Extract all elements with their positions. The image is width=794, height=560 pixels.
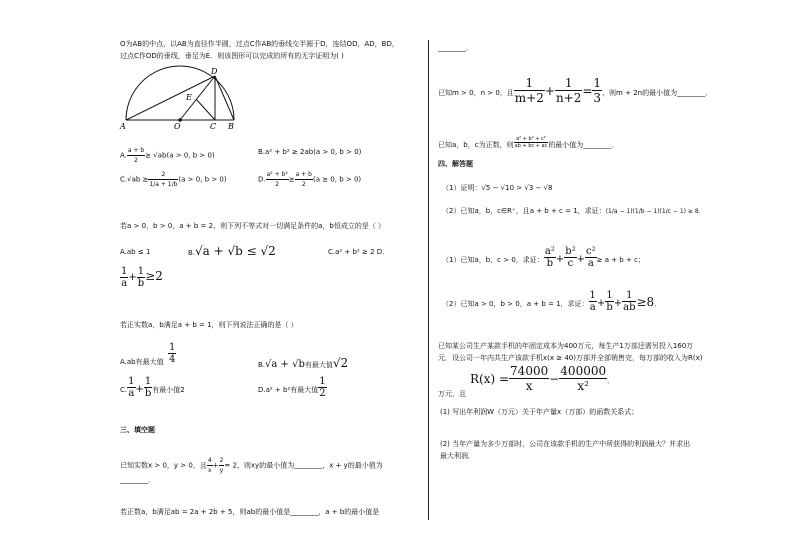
q1-line1: O为AB的中点，以AB为直径作半圆，过点C作AB的垂线交半圆于D，连结OD，AD，BD， [120, 40, 399, 48]
column-divider [428, 40, 429, 520]
q10-pre: （1）已知a，b，c > 0，求证： [442, 256, 544, 264]
q3-c-num2: 1 [144, 376, 152, 387]
q12-sub2b: 最大利润． [440, 452, 475, 460]
q6-den3: 3 [593, 91, 602, 105]
q3-c-den1: a [128, 388, 135, 399]
q7-pre: 已知a，b，c为正数，则 [438, 141, 514, 149]
segment-CE [196, 99, 215, 120]
q10-den1: b [546, 258, 553, 269]
q6-eq: = [582, 84, 593, 98]
label-E: E [186, 93, 192, 102]
q11-num1: 1 [589, 290, 596, 301]
q6-den1: m+2 [514, 91, 544, 105]
q5-answer-blank: ________． [438, 44, 473, 52]
segment-BD [215, 76, 234, 120]
q2-d-num2: 1 [137, 266, 145, 277]
q7-post: 的最小值为________． [548, 141, 619, 149]
q6-num3: 1 [593, 76, 602, 90]
q4-tail: ________． [120, 476, 155, 484]
q1-option-a-label: A. [120, 151, 127, 160]
q1-c-den: 1/a + 1/b [149, 181, 178, 188]
q2-option-b [188, 240, 276, 259]
q2-d-plus: + [128, 272, 137, 283]
q3-option-d-text: D.a² + b²有最大值 [258, 386, 319, 394]
q11-num2: 1 [606, 290, 613, 301]
q4-num1: 4 [207, 457, 212, 464]
q2-option-c: C.a² + b² ≥ 2 D. [328, 248, 385, 256]
q6-plus: + [544, 84, 555, 98]
semicircle-figure [118, 62, 240, 132]
q7-num: a² + b² + c² [514, 136, 549, 143]
q3-c-num1: 1 [128, 376, 135, 387]
q11-rel: ≥8 [636, 295, 655, 309]
q5-text: 若正数a，b满足ab = 2a + 2b + 5，则ab的最小值是________，a + b的最小值是 [120, 508, 380, 516]
q11-end: ． [654, 300, 662, 308]
q3-option-c-rest: 有最小值2 [152, 386, 185, 394]
q3-option-b-val: √2 [332, 356, 349, 370]
q3-a-num: 1 [169, 342, 176, 353]
q9-text [442, 207, 705, 216]
q12-line2: 元．设公司一年内共生产该款手机x(x ≥ 40)万部并全部销售完，每万部的收入为R(x) [438, 354, 703, 362]
q3-c-plus: + [135, 384, 144, 395]
q1-a-num: a + b [127, 147, 145, 154]
q1-option-d [258, 170, 361, 189]
q3-stem: 若正实数a，b满足a + b = 1，则下列说法正确的是（ ） [120, 321, 298, 329]
q1-option-c-label: C.√ab ≥ [120, 175, 149, 184]
q10-num1: a² [544, 246, 555, 257]
q1-d-den2: 2 [301, 181, 306, 188]
q1-option-d-label: D. [258, 175, 266, 184]
q2-option-b-label: B. [188, 249, 196, 257]
q8-text: （1）证明：√5 − √10 > √3 − √8 [442, 184, 553, 192]
q12-rx: R(x) = [470, 372, 510, 386]
q4-den2: y [219, 467, 224, 474]
q2-option-a: A.ab ≤ 1 [120, 248, 151, 256]
q3-option-b [258, 352, 348, 371]
q3-option-d [258, 376, 327, 399]
q3-option-a: A.ab有最大值 [120, 358, 164, 366]
q12-num1: 74000 [510, 364, 549, 378]
q7-text [438, 132, 618, 151]
q1-option-c-rest: (a > 0, b > 0) [178, 175, 227, 184]
q1-d-num2: a + b [295, 171, 312, 178]
section-3-title: 三、填空题 [120, 426, 155, 434]
q3-option-b-rest: 有最大值 [304, 361, 333, 369]
q1-option-a-rest: ≥ √ab(a > 0, b > 0) [145, 151, 215, 160]
label-B: B [228, 122, 234, 131]
q10-den2: c [567, 258, 574, 269]
q12-sub2: (2) 当年产量为多少万部时，公司在该款手机的生产中所获得的利润最大？并求出 [440, 440, 691, 448]
q12-line1: 已知某公司生产某款手机的年固定成本为400万元，每生产1万部还需另投入160万 [438, 342, 694, 350]
q10-num3: c² [586, 246, 596, 257]
q1-c-num: 2 [148, 170, 178, 180]
q9-pre: （2）已知a，b，c∈R⁺，且a + b + c = 1，求证： [442, 207, 606, 215]
q12-den2: x² [577, 379, 589, 393]
q11-pre: （2）已知a > 0，b > 0，a + b = 1，求证： [442, 300, 589, 308]
q9-expr: (1/a − 1)(1/b − 1)(1/c − 1) ≥ 8． [605, 208, 705, 215]
q2-option-b-expr: √a + √b ≤ √2 [195, 244, 276, 258]
q3-c-den2: b [144, 388, 152, 399]
q11-num3: 1 [622, 290, 636, 302]
q3-option-b-label: B. [258, 361, 266, 369]
q3-option-a-frac [168, 342, 176, 365]
label-D: D [211, 67, 218, 76]
q12-num2: 400000 [560, 364, 607, 378]
q10-post: ≥ a + b + c； [596, 256, 645, 264]
q1-d-mid: ≥ [288, 175, 295, 184]
q12-sub1: (1) 写出年利润W（万元）关于年产量x（万部）的函数关系式； [440, 408, 639, 416]
q12-minus: − [549, 372, 560, 386]
q2-option-d [120, 266, 163, 289]
q12-formula [470, 364, 614, 393]
q11-den1: a [589, 302, 596, 313]
q6-den2: n+2 [555, 91, 582, 105]
q6-num1: 1 [514, 76, 545, 91]
q1-option-a [120, 146, 215, 165]
q6-text [438, 76, 712, 105]
q12-line3: 万元，且 [438, 390, 466, 398]
q10-num2: b² [565, 246, 576, 257]
q1-d-den1: 2 [275, 181, 280, 188]
q1-a-den: 2 [134, 157, 138, 164]
q4-den1: x [207, 467, 212, 474]
q11-text: （2）已知a > 0，b > 0，a + b = 1，求证： $\frac{1}{a}$ + $\frac{1}{b}$ + $\frac{1}{ab}$ ≥8． [442, 290, 662, 313]
q6-pre: 已知m > 0，n > 0，且 [438, 89, 514, 97]
q4-text [120, 456, 383, 475]
q6-num2: 1 [555, 76, 582, 91]
q1-option-d-rest: (a ≥ 0, b > 0) [312, 175, 362, 184]
q2-stem: 若a > 0，b > 0，a + b = 2，则下列不等式对一切满足条件的a，b恒成立的是（ ） [120, 222, 386, 230]
q3-d-num: 1 [319, 376, 326, 387]
q1-d-num1: a² + b² [266, 171, 288, 178]
q2-d-rel: ≥2 [145, 269, 163, 283]
q12-end: ． [607, 377, 615, 385]
q4-part1: 已知实数x > 0，y > 0，且 [120, 461, 207, 470]
q3-a-den: 4 [169, 354, 176, 365]
label-C: C [210, 122, 217, 131]
q10-text: （1）已知a，b，c > 0，求证： $\frac{\text{a²}}{b}$ + $\frac{\text{b²}}{c}$ + $\frac{\text{c²}}{a}$ ≥ a + b + c； [442, 246, 645, 269]
q3-option-c-label: C. [120, 386, 128, 394]
q11-den2: b [606, 302, 613, 313]
section-4-title: 四、解答题 [438, 160, 473, 168]
q2-d-den2: b [137, 278, 145, 289]
q12-den1: x [525, 379, 533, 393]
q7-den: ab + bc + ac [514, 143, 548, 149]
q10-den3: a [587, 258, 594, 269]
q1-option-c [120, 170, 227, 189]
label-A: A [120, 122, 126, 131]
label-O: O [174, 122, 181, 131]
q4-num2: 2 [219, 457, 224, 464]
q3-option-b-expr: √a + √b [265, 359, 305, 370]
q3-d-den: 2 [319, 388, 326, 399]
q1-option-b: B.a² + b² ≥ 2ab(a > 0, b > 0) [258, 148, 362, 156]
q2-d-den1: a [121, 278, 128, 289]
segment-AD [126, 76, 215, 120]
q4-part2: = 2，则xy的最小值为________，x + y的最小值为 [224, 461, 383, 470]
q4-plus: + [212, 461, 219, 470]
q2-d-num1: 1 [121, 266, 128, 277]
q11-den3: ab [623, 302, 636, 313]
q6-post: ，则m + 2n的最小值为________． [602, 89, 713, 97]
q1-line2: 过点C作OD的垂线，垂足为E．则该图形可以完成的所有的无字证明为( ) [120, 52, 344, 60]
q3-option-c [120, 376, 185, 399]
